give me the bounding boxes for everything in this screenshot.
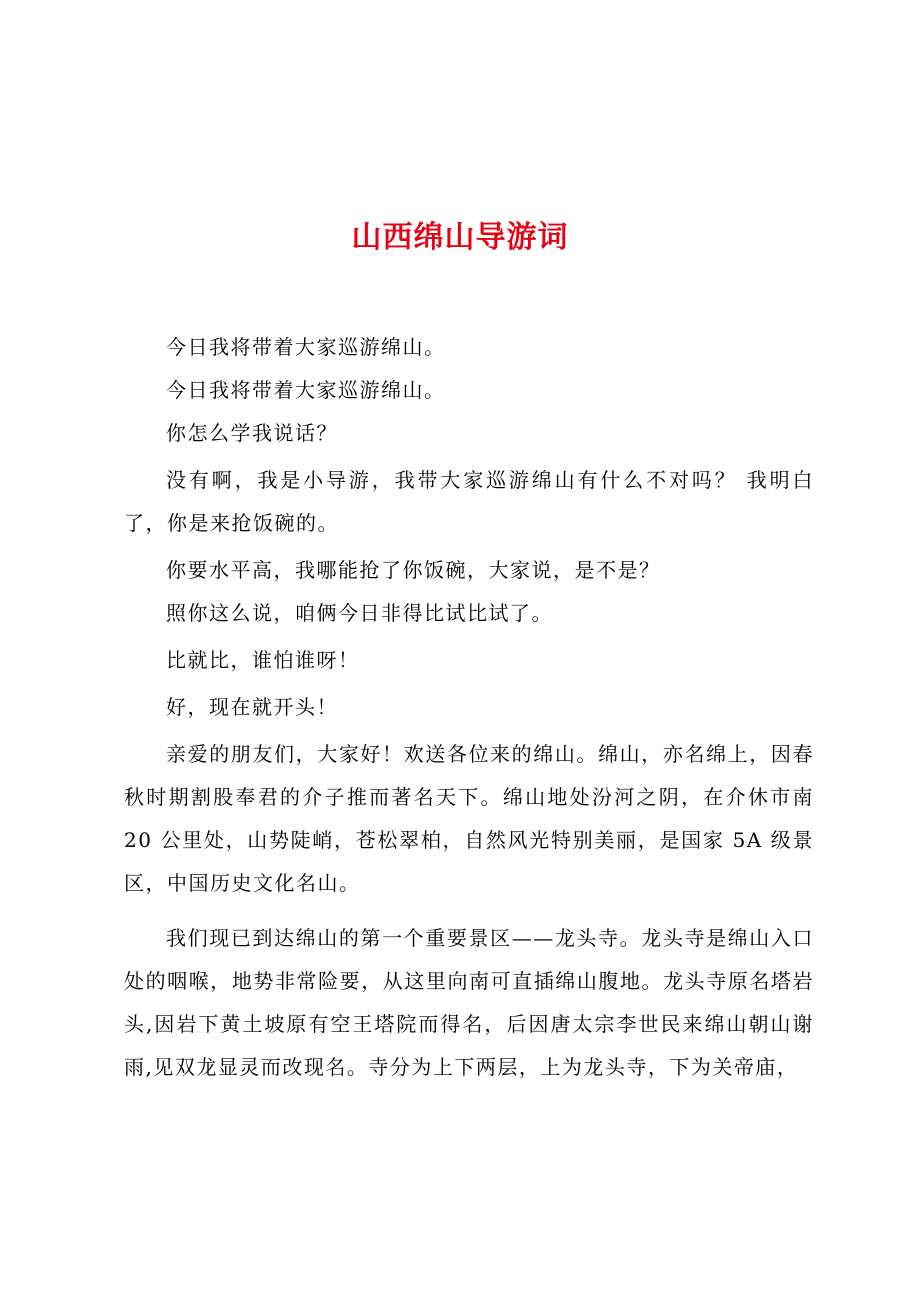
paragraph-3: 你怎么学我说话？ [166, 421, 338, 445]
paragraph-9: 亲爱的朋友们，大家好！欢送各位来的绵山。绵山，亦名绵上，因春秋时期割股奉君的介子推而著名天下。绵山地处汾河之阴，在介休市南 20 公里处，山势陡峭，苍松翠柏，自然风光特别美丽，是国家 5A 级景区，中国历史文化名山。 [124, 742, 814, 895]
document-body [124, 326, 814, 1089]
paragraph-8: 好，现在就开头！ [166, 695, 338, 719]
document-title: 山西绵山导游词 [351, 220, 569, 256]
paragraph-6: 照你这么说，咱俩今日非得比试比试了。 [166, 601, 553, 625]
paragraph-7: 比就比，谁怕谁呀！ [166, 648, 360, 672]
paragraph-5: 你要水平高，我哪能抢了你饭碗，大家说，是不是？ [166, 558, 661, 582]
paragraph-4: 没有啊，我是小导游，我带大家巡游绵山有什么不对吗？ 我明白了，你是来抢饭碗的。 [124, 468, 814, 535]
paragraph-1: 今日我将带着大家巡游绵山。 [166, 335, 446, 359]
paragraph-10: 我们现已到达绵山的第一个重要景区——龙头寺。龙头寺是绵山入口处的咽喉，地势非常险要，从这里向南可直插绵山腹地。龙头寺原名塔岩头,因岩下黄土坡原有空王塔院而得名，后因唐太宗李世民来绵山朝山谢雨,见双龙显灵而改现名。寺分为上下两层，上为龙头寺，下为关帝庙， [124, 926, 814, 1079]
paragraph-2: 今日我将带着大家巡游绵山。 [166, 378, 446, 402]
